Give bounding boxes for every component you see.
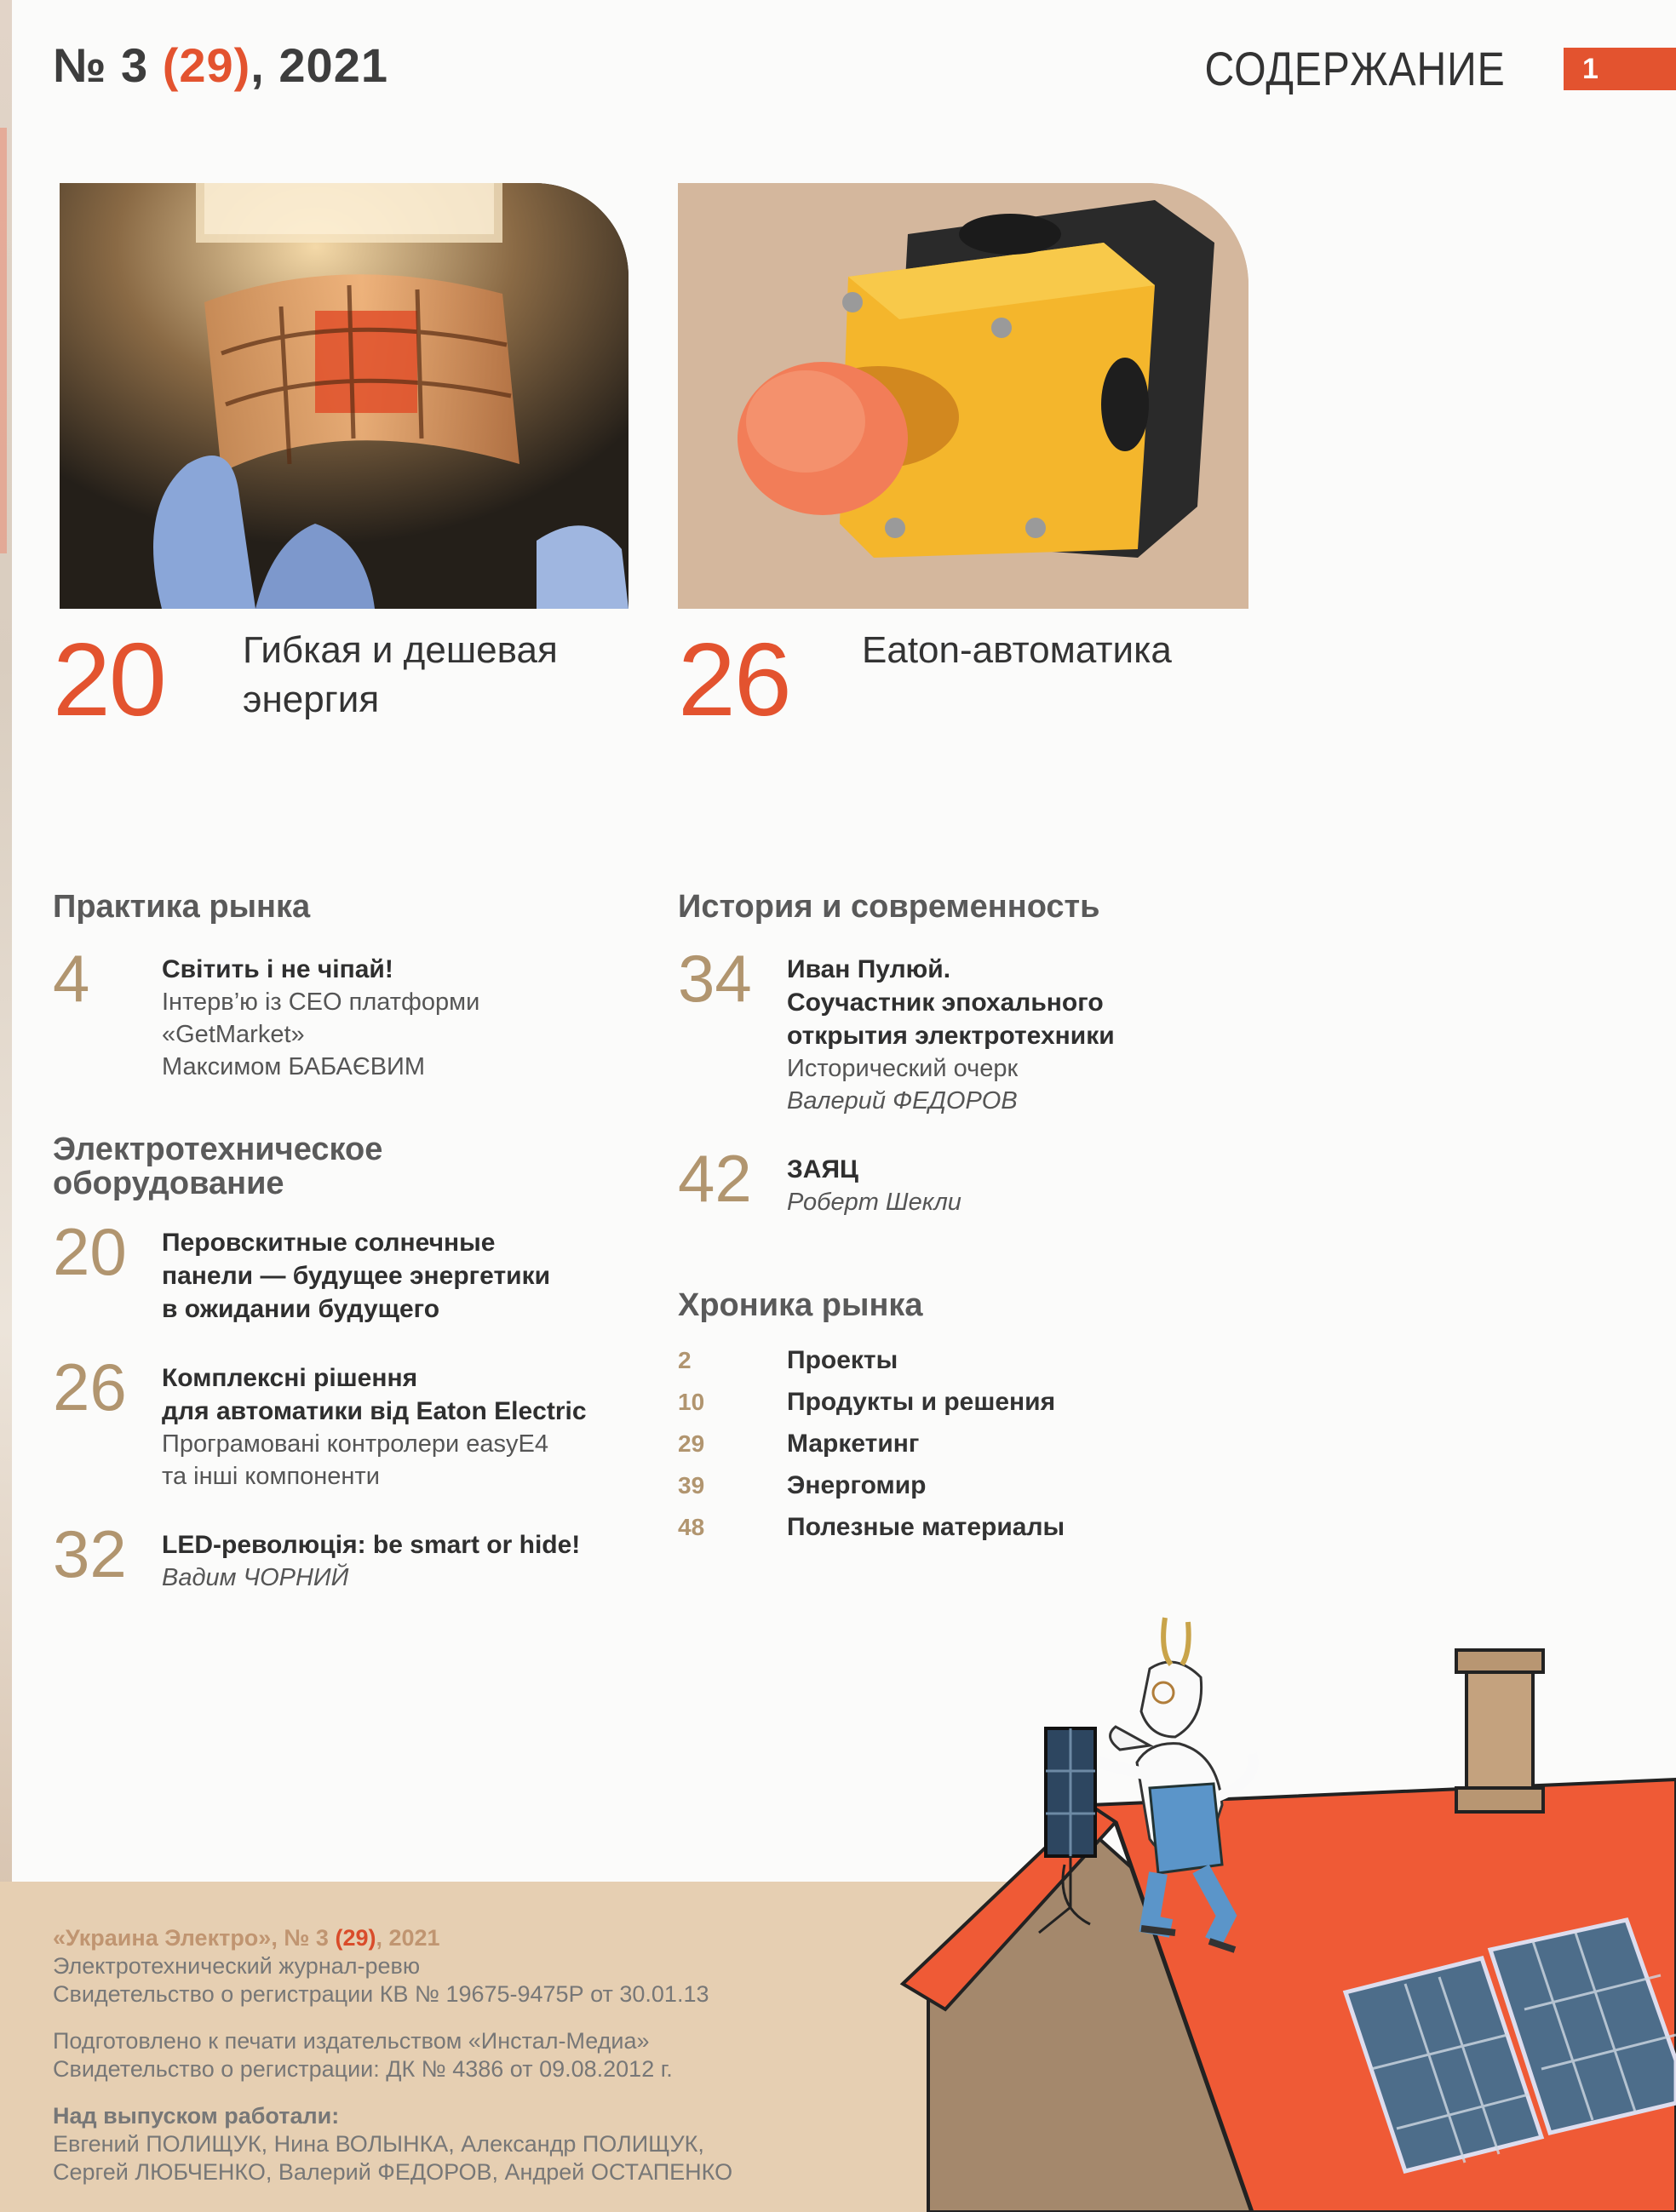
toc-entry[interactable] — [53, 1350, 649, 1493]
issue-number — [53, 37, 388, 93]
entry-title: Соучастник эпохального — [787, 989, 1104, 1017]
entry-subtitle: «GetMarket» — [162, 1021, 305, 1048]
entry-page-number: 34 — [678, 941, 752, 1016]
chronicle-label: Маркетинг — [787, 1430, 920, 1458]
entry-subtitle: Програмовані контролери easyE4 — [162, 1430, 548, 1458]
entry-page-number: 42 — [678, 1141, 752, 1216]
imprint-line: Подготовлено к печати издательством «Инстал-Медиа» — [53, 2028, 650, 2054]
imprint-magazine — [53, 1924, 853, 1952]
issue-year: , 2021 — [250, 38, 388, 92]
imprint-magazine-paren: (29) — [335, 1925, 376, 1951]
chronicle-label: Продукты и решения — [787, 1388, 1056, 1416]
entry-title: LED-революція: be smart or hide! — [162, 1531, 581, 1559]
category-heading-line: Электротехническое — [53, 1132, 383, 1167]
imprint-line: Свидетельство о регистрации КВ № 19675-9475Р от 30.01.13 — [53, 1981, 709, 2007]
goat-roof-drawing — [894, 1584, 1676, 2212]
chronicle-row[interactable] — [678, 1506, 1291, 1548]
entry-title: для автоматики від Eaton Electric — [162, 1397, 587, 1425]
chronicle-list — [678, 1339, 1291, 1548]
entry-title: панели — будущее энергетики — [162, 1262, 551, 1290]
entry-author: Валерий ФЕДОРОВ — [787, 1087, 1018, 1115]
entry-subtitle: Інтерв’ю із СЕО платформи — [162, 989, 480, 1016]
chronicle-row[interactable] — [678, 1381, 1291, 1423]
imprint — [53, 1924, 853, 2186]
imprint-line: Электротехнический журнал-ревю — [53, 1953, 421, 1979]
feature-page-number: 20 — [53, 622, 165, 737]
solar-film-illustration — [60, 183, 628, 609]
entry-author: Вадим ЧОРНИЙ — [162, 1564, 349, 1591]
imprint-line: Евгений ПОЛИЩУК, Нина ВОЛЫНКА, Александр ПОЛИЩУК, — [53, 2131, 704, 2157]
entry-title: открытия электротехники — [787, 1022, 1115, 1050]
imprint-line: Сергей ЛЮБЧЕНКО, Валерий ФЕДОРОВ, Андрей ОСТАПЕНКО — [53, 2159, 733, 2185]
entry-title: Світить і не чіпай! — [162, 955, 393, 983]
issue-prefix: № 3 — [53, 38, 149, 92]
chronicle-label: Энергомир — [787, 1471, 927, 1499]
entry-title: Комплексні рішення — [162, 1364, 418, 1392]
toc-entry[interactable] — [53, 941, 649, 1083]
entry-page-number: 26 — [53, 1350, 127, 1424]
toc-entry[interactable] — [678, 941, 1291, 1117]
issue-paren: (29) — [162, 38, 251, 92]
entry-author: Роберт Шекли — [787, 1189, 961, 1216]
chronicle-row[interactable] — [678, 1339, 1291, 1381]
entry-title: в ожидании будущего — [162, 1295, 440, 1323]
toc-right-column — [678, 890, 1291, 1548]
entry-page-number: 4 — [53, 941, 90, 1016]
feature-page-number: 26 — [678, 622, 790, 737]
category-heading — [53, 1132, 649, 1201]
entry-subtitle: та інші компоненти — [162, 1463, 380, 1490]
flexible-solar-film-photo[interactable] — [60, 183, 628, 609]
imprint-line: Свидетельство о регистрации: ДК № 4386 от 09.08.2012 г. — [53, 2056, 673, 2082]
entry-subtitle: Исторический очерк — [787, 1055, 1019, 1082]
chronicle-page-number: 39 — [678, 1472, 705, 1499]
toc-entry[interactable] — [53, 1516, 649, 1594]
entry-subtitle: Максимом БАБАЄВИМ — [162, 1053, 426, 1080]
toc-left-column — [53, 890, 649, 1594]
chronicle-label: Проекты — [787, 1346, 898, 1374]
stop-button-illustration — [678, 183, 1248, 609]
entry-title: Перовскитные солнечные — [162, 1229, 496, 1257]
category-heading: История и современность — [678, 889, 1100, 925]
feature-title[interactable]: Eaton-автоматика — [862, 629, 1172, 671]
chronicle-page-number: 29 — [678, 1430, 705, 1457]
entry-page-number: 20 — [53, 1214, 127, 1289]
category-heading: Практика рынка — [53, 889, 311, 925]
chronicle-page-number: 10 — [678, 1389, 705, 1415]
chronicle-row[interactable] — [678, 1423, 1291, 1464]
toc-entry[interactable] — [678, 1141, 1291, 1218]
page-number-badge: 1 — [1564, 48, 1676, 90]
entry-page-number: 32 — [53, 1516, 127, 1591]
emergency-stop-button-photo[interactable] — [678, 183, 1248, 609]
page-edge-accent — [0, 128, 7, 553]
section-title: СОДЕРЖАНИЕ — [1204, 42, 1506, 95]
chronicle-row[interactable] — [678, 1464, 1291, 1506]
goat-roof-illustration — [894, 1584, 1676, 2212]
imprint-magazine-name: «Украина Электро», № 3 — [53, 1925, 329, 1951]
chronicle-page-number: 48 — [678, 1514, 705, 1540]
chronicle-page-number: 2 — [678, 1347, 692, 1373]
feature-title[interactable]: Гибкая и дешевая энергия — [243, 629, 558, 720]
toc-entry[interactable] — [53, 1214, 649, 1326]
entry-title: ЗАЯЦ — [787, 1155, 858, 1183]
imprint-crew-heading: Над выпуском работали: — [53, 2103, 340, 2129]
entry-title: Иван Пулюй. — [787, 955, 951, 983]
category-heading-line: оборудование — [53, 1166, 284, 1201]
category-heading: Хроника рынка — [678, 1287, 923, 1323]
imprint-magazine-year: , 2021 — [376, 1925, 440, 1951]
chronicle-label: Полезные материалы — [787, 1513, 1065, 1541]
